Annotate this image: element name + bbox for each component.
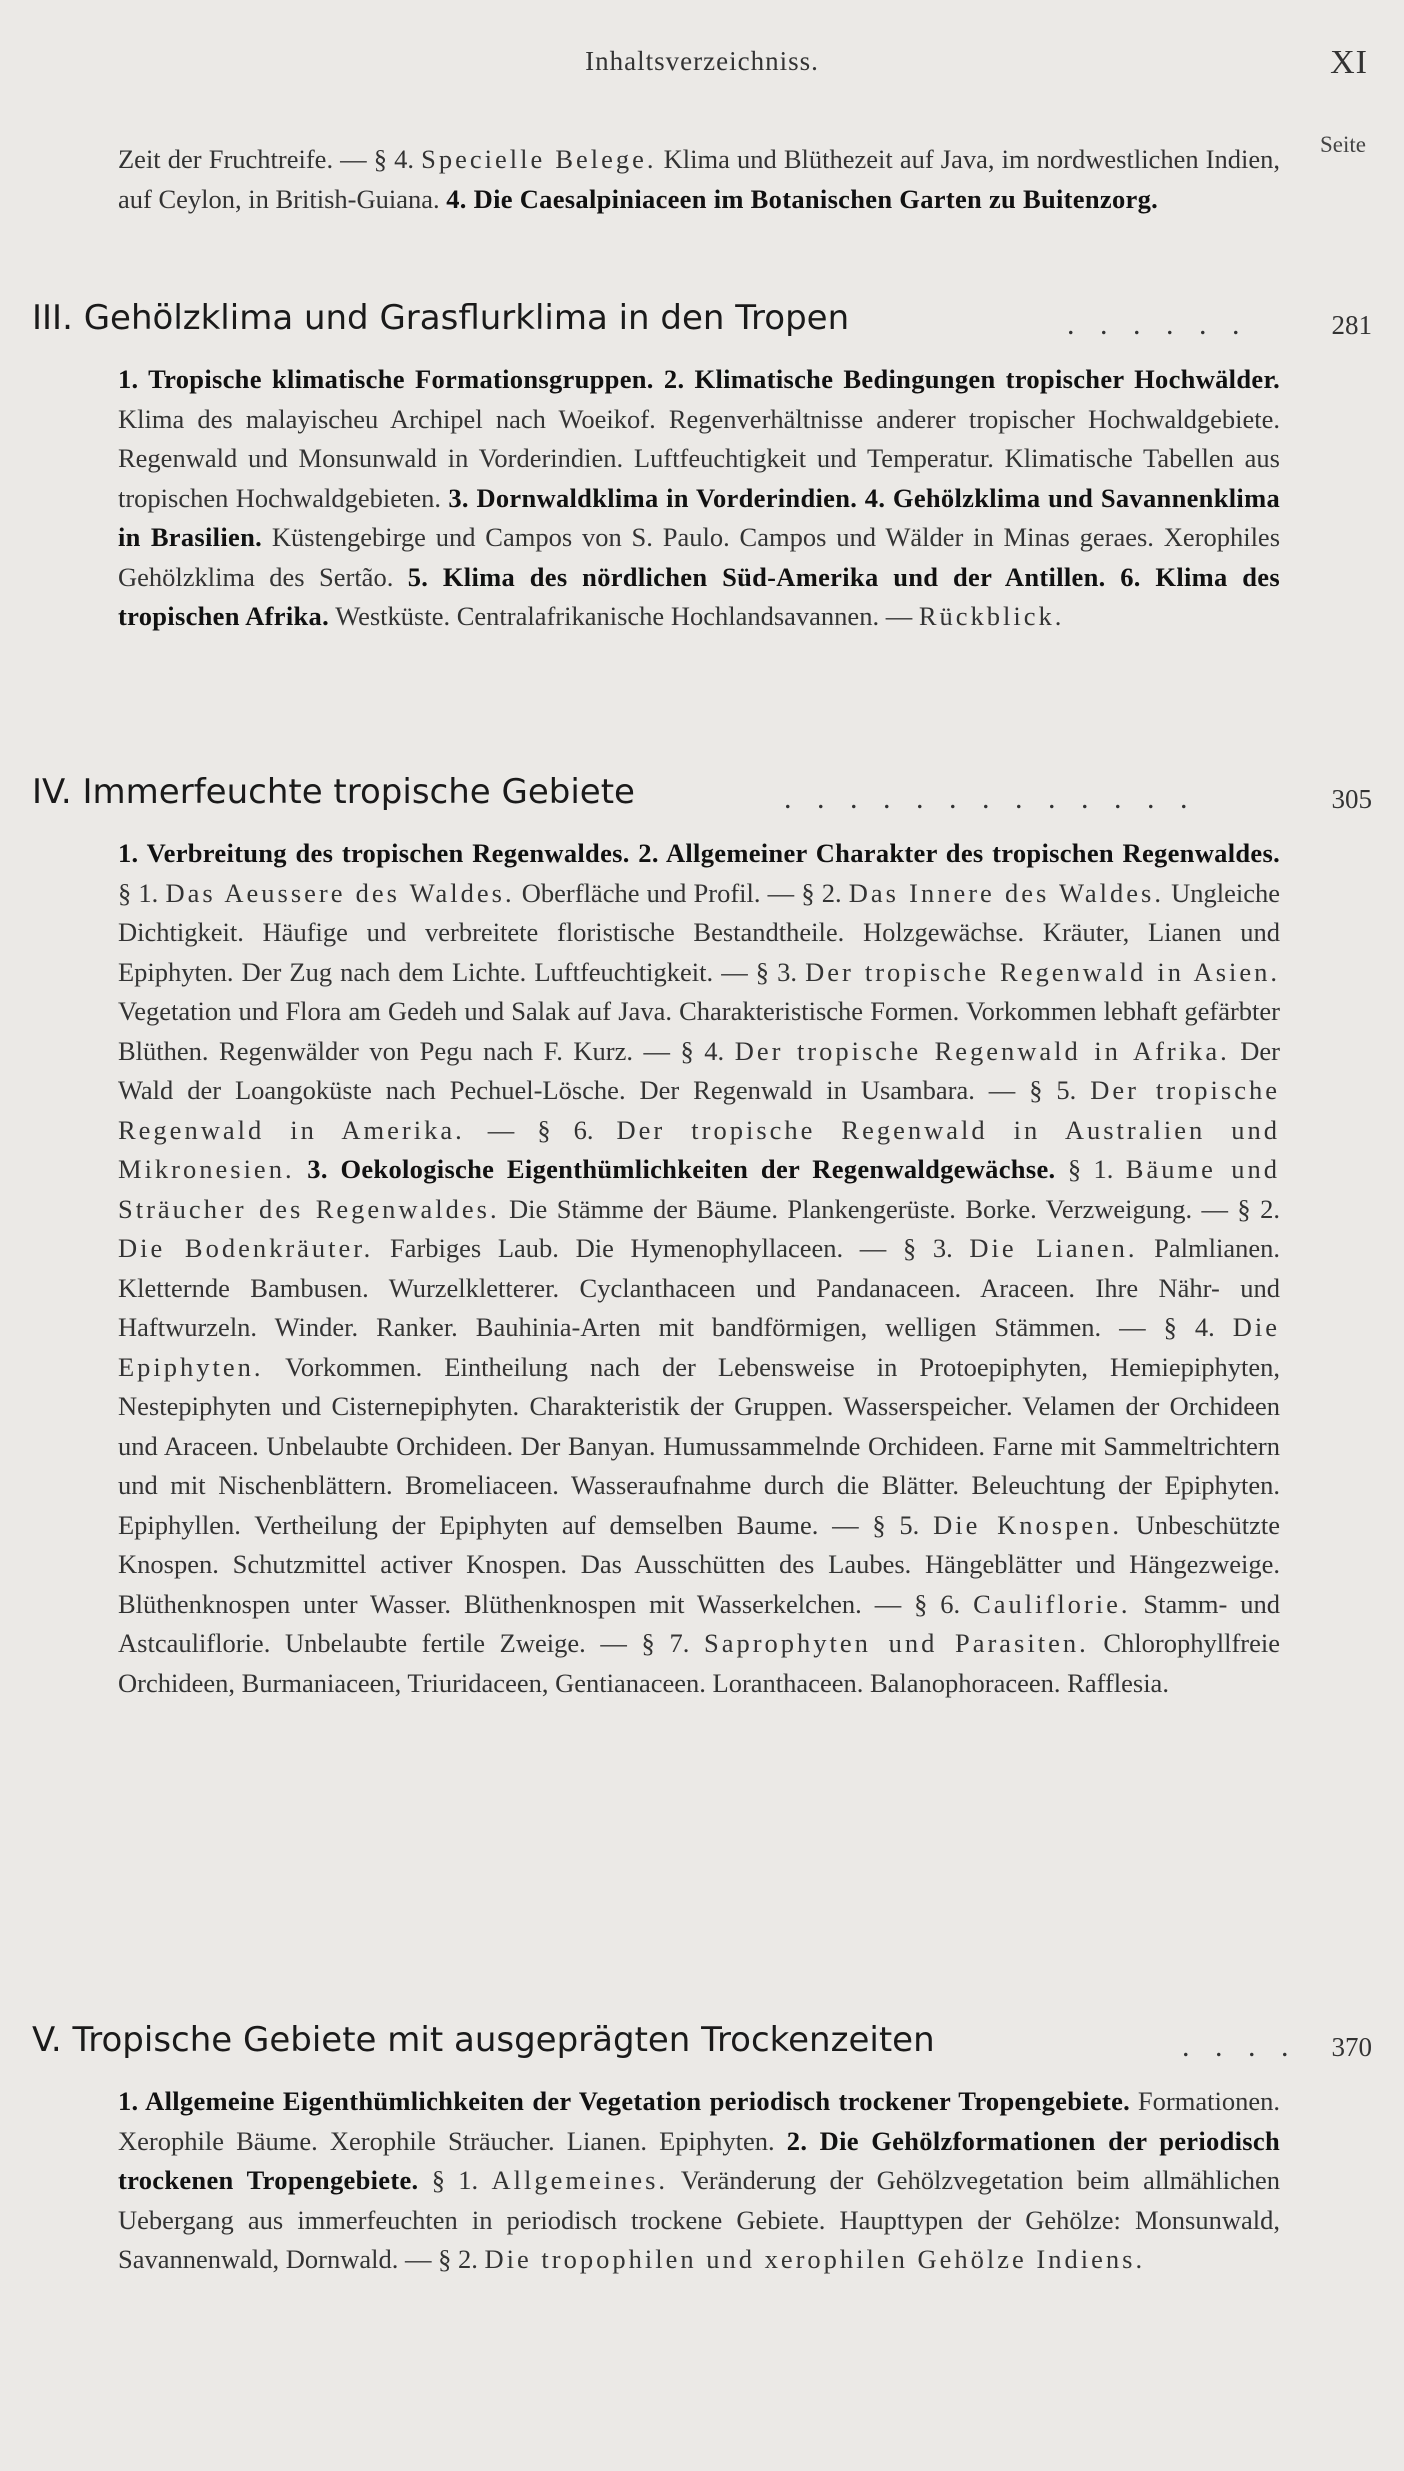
spaced-heading: Der tropische Regenwald in Afrika.: [734, 1035, 1230, 1066]
section-numeral: IV.: [32, 772, 72, 812]
spaced-heading: Das Innere des Waldes.: [848, 877, 1164, 908]
spaced-heading: Der tropische Regenwald in Amerika.: [118, 1075, 1280, 1145]
section-numeral: V.: [32, 2020, 62, 2060]
section-iii-contents: [118, 360, 1280, 637]
body-text: Klima des malayischeu Archipel nach Woeikof. Regenverhältnisse anderer tropischer Hochwaldgebiete. Regenwald und Monsunwald in Vorderindien. Luftfeuchtigkeit und Temperatur. Klimatische Tabellen aus tropischen Hochwaldgebieten.: [118, 403, 1280, 513]
spaced-heading: Cauliflorie.: [973, 1588, 1131, 1619]
bold-heading: 3. Dornwaldklima in Vorderindien. 4. Gehölzklima und Savannenklima in Brasilien.: [118, 482, 1280, 552]
section-page-number: 281: [1331, 310, 1372, 340]
leader-dots: . . . . . . . . . . . . .: [784, 782, 1197, 815]
body-text: § 1.: [118, 877, 166, 908]
section-title: [32, 772, 635, 812]
body-text: Formationen. Xerophile Bäume. Xerophile Sträucher. Lianen. Epiphyten.: [118, 2086, 1280, 2156]
leader-dots: . . . .: [1182, 2030, 1298, 2063]
bold-heading: 5. Klima des nördlichen Süd-Amerika und der Antillen. 6. Klima des tropischen Afrika.: [118, 561, 1280, 631]
section-heading-iii: [32, 298, 1372, 344]
body-text: Unbeschützte Knospen. Schutzmittel activer Knospen. Das Ausschütten des Laubes. Hängeblätter und Hängezweige. Blüthenknospen unter Wasser. Blüthenknospen mit Wasserkelchen. — § 6.: [118, 1509, 1280, 1619]
spaced-heading: Die Bodenkräuter.: [118, 1233, 374, 1263]
intro-spaced-heading: Specielle Belege.: [421, 144, 657, 174]
spaced-heading: Der tropische Regenwald in Australien und Mikronesien.: [118, 1114, 1281, 1184]
intro-text: Klima und Blüthezeit auf Java, im nordwestlichen Indien, auf Ceylon, in British-Guiana.: [118, 144, 1281, 214]
page-number: XI: [1330, 44, 1368, 81]
section-title: [32, 298, 849, 338]
body-text: Ungleiche Dichtigkeit. Häufige und verbreitete floristische Bestandtheile. Holzgewächse. Kräuter, Lianen und Epiphyten. Der Zug nach dem Lichte. Luftfeuchtigkeit. — § 3.: [118, 877, 1281, 987]
running-head: Inhaltsverzeichniss.: [585, 46, 819, 76]
body-text: § 1.: [418, 2165, 492, 2195]
body-text: Farbiges Laub. Die Hymenophyllaceen. — § 3.: [373, 1233, 970, 1263]
bold-heading: 2. Die Gehölzformationen der periodisch trockenen Tropengebiete.: [118, 2125, 1280, 2195]
section-title-text: Tropische Gebiete mit ausgeprägten Trockenzeiten: [72, 2020, 935, 2060]
bold-heading: 1. Allgemeine Eigenthümlichkeiten der Vegetation periodisch trockener Tropengebiete.: [118, 2086, 1131, 2116]
section-title: [32, 2020, 935, 2060]
section-iv-contents: [118, 834, 1280, 1703]
spaced-heading: Die tropophilen und xerophilen Gehölze Indiens.: [484, 2244, 1146, 2274]
intro-paragraph: [118, 140, 1280, 219]
section-heading-v: [32, 2020, 1372, 2066]
leader-dots: . . . . . .: [1067, 308, 1249, 341]
section-title-text: Immerfeuchte tropische Gebiete: [82, 772, 635, 812]
body-text: Die Stämme der Bäume. Plankengerüste. Borke. Verzweigung. — § 2.: [499, 1193, 1280, 1224]
section-page-number: 305: [1331, 784, 1372, 814]
body-text: Veränderung der Gehölzvegetation beim allmählichen Uebergang aus immerfeuchten in periodisch trockene Gebiete. Haupttypen der Gehölze: Monsunwald, Savannenwald, Dornwald. — § 2.: [118, 2165, 1280, 2274]
bold-heading: 1. Verbreitung des tropischen Regenwaldes. 2. Allgemeiner Charakter des tropischen Regenwaldes.: [118, 838, 1280, 868]
seite-label: Seite: [1320, 132, 1366, 157]
body-text: § 1.: [1055, 1154, 1126, 1184]
body-text: Oberfläche und Profil. — § 2.: [514, 877, 849, 908]
body-text: Vegetation und Flora am Gedeh und Salak auf Java. Charakteristische Formen. Vorkommen lebhaft gefärbter Blüthen. Regenwälder von Pegu nach F. Kurz. — § 4.: [118, 996, 1280, 1066]
bold-heading: 1. Tropische klimatische Formationsgruppen. 2. Klimatische Bedingungen tropischer Hochwälder.: [118, 364, 1280, 394]
section-title-text: Gehölzklima und Grasflurklima in den Tropen: [83, 298, 850, 338]
body-text: Stamm- und Astcauliflorie. Unbelaubte fertile Zweige. — § 7.: [118, 1588, 1281, 1658]
body-text: Der Wald der Loangoküste nach Pechuel-Lösche. Der Regenwald in Usambara. — § 5.: [118, 1035, 1281, 1105]
body-text: Vorkommen. Eintheilung nach der Lebensweise in Protoepiphyten, Hemiepiphyten, Nestepiphyten und Cisternepiphyten. Charakteristik der Gruppen. Wasserspeicher. Velamen der Orchideen und Araceen. Unbelaubte Orchideen. Der Banyan. Humussammelnde Orchideen. Farne mit Sammeltrichtern und mit Nischenblättern. Bromeliaceen. Wasseraufnahme durch die Blätter. Beleuchtung der Epiphyten. Epiphyllen. Vertheilung der Epiphyten auf demselben Baume. — § 5.: [118, 1351, 1280, 1540]
section-v-contents: [118, 2082, 1280, 2280]
intro-text: Zeit der Fruchtreife. — § 4.: [118, 144, 422, 174]
section-page-number: 370: [1331, 2032, 1372, 2062]
spaced-heading: Die Lianen.: [969, 1233, 1138, 1263]
body-text: Palmlianen. Kletternde Bambusen. Wurzelkletterer. Cyclanthaceen und Pandanaceen. Araceen. Ihre Nähr- und Haftwurzeln. Winder. Ranker. Bauhinia-Arten mit bandförmigen, welligen Stämmen. — § 4.: [118, 1233, 1280, 1342]
body-text: — § 6.: [464, 1114, 617, 1145]
body-text: Küstengebirge und Campos von S. Paulo. Campos und Wälder in Minas geraes. Xerophiles Gehölzklima des Sertão.: [118, 522, 1281, 592]
spaced-heading: Das Aeussere des Waldes.: [165, 877, 515, 908]
bold-heading: 3. Oekologische Eigenthümlichkeiten der Regenwaldgewächse.: [294, 1154, 1056, 1184]
intro-bold-heading: 4. Die Caesalpiniaceen im Botanischen Garten zu Buitenzorg.: [446, 183, 1159, 214]
spaced-heading: Saprophyten und Parasiten.: [703, 1628, 1089, 1658]
spaced-heading: Allgemeines.: [491, 2165, 669, 2195]
section-numeral: III.: [32, 298, 73, 338]
body-text: Chlorophyllfreie Orchideen, Burmaniaceen, Triuridaceen, Gentianaceen. Loranthaceen. Balanophoraceen. Rafflesia.: [118, 1628, 1281, 1698]
spaced-heading: Rückblick.: [918, 601, 1065, 631]
section-heading-iv: [32, 772, 1372, 818]
spaced-heading: Bäume und Sträucher des Regenwaldes.: [118, 1154, 1280, 1224]
spaced-heading: Die Knospen.: [933, 1509, 1122, 1540]
spaced-heading: Der tropische Regenwald in Asien.: [805, 956, 1281, 987]
body-text: Westküste. Centralafrikanische Hochlandsavannen. —: [329, 601, 919, 631]
spaced-heading: Die Epiphyten.: [118, 1312, 1280, 1382]
